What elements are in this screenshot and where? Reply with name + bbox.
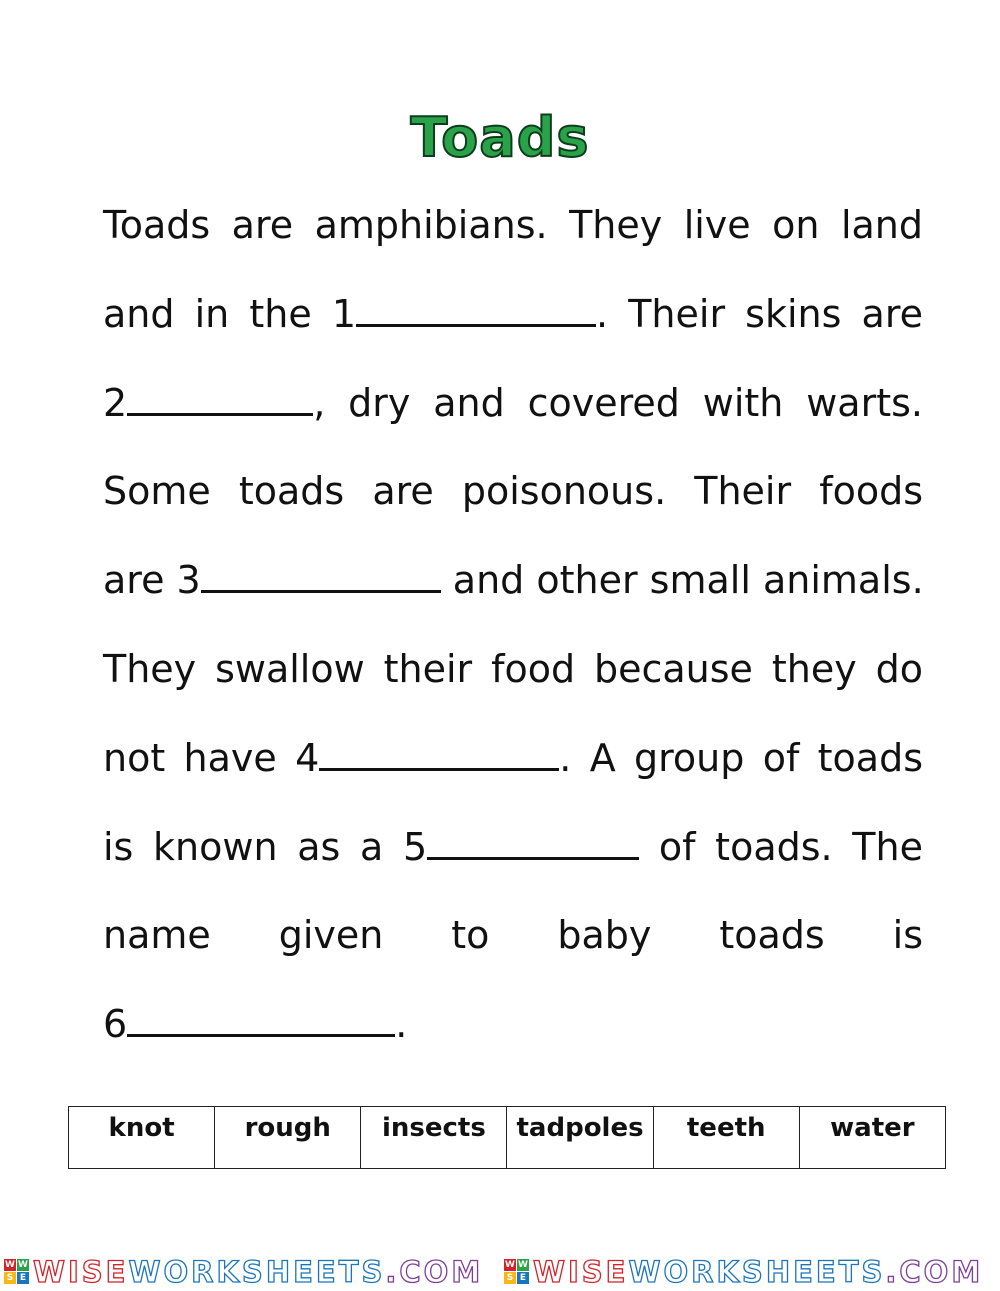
blank-5[interactable] xyxy=(427,822,639,859)
brand-text xyxy=(533,1255,983,1289)
logo-tile: W xyxy=(18,1260,28,1270)
passage-text: and in the 1 xyxy=(103,291,357,336)
brand-text-part: WISE xyxy=(33,1254,129,1289)
passage-text: are 3 xyxy=(103,558,201,603)
wiseworksheets-logo-icon xyxy=(504,1259,529,1284)
blank-1[interactable] xyxy=(356,290,596,327)
worksheet-title: Toads xyxy=(410,106,590,169)
passage-text: Some toads are poisonous. Their foods xyxy=(103,469,923,514)
passage-line xyxy=(103,980,923,1069)
brand-watermark xyxy=(0,1255,500,1289)
passage-text: . xyxy=(395,1002,408,1047)
passage-text: name given to baby toads is xyxy=(103,913,923,958)
passage-line xyxy=(103,447,923,536)
passage-text: and other small animals. xyxy=(440,558,924,603)
passage-line xyxy=(103,714,923,803)
passage-text: , dry and covered with warts. xyxy=(313,380,923,425)
word-bank-cell[interactable]: water xyxy=(799,1107,945,1169)
brand-text-part: WISE xyxy=(533,1254,629,1289)
logo-tile: W xyxy=(505,1260,515,1270)
blank-3[interactable] xyxy=(201,556,441,593)
logo-tile: E xyxy=(517,1272,529,1284)
passage-line xyxy=(103,891,923,980)
word-bank-cell[interactable]: insects xyxy=(361,1107,507,1169)
logo-tile: W xyxy=(518,1260,528,1270)
word-bank-cell[interactable]: teeth xyxy=(653,1107,799,1169)
passage-text: . A group of toads xyxy=(559,735,923,780)
logo-tile: S xyxy=(504,1272,516,1284)
passage-text: of toads. The xyxy=(639,824,923,869)
brand-text-part: WORKSHEETS xyxy=(128,1254,386,1289)
passage-text: not have 4 xyxy=(103,735,320,780)
footer-watermark xyxy=(0,1252,1000,1291)
word-bank-cell[interactable]: tadpoles xyxy=(507,1107,653,1169)
brand-text-part: .COM xyxy=(385,1254,484,1289)
word-bank-cell[interactable]: rough xyxy=(215,1107,361,1169)
blank-2[interactable] xyxy=(127,378,313,415)
passage-text: . Their skins are xyxy=(596,291,923,336)
passage-text: 6 xyxy=(103,1002,128,1047)
passage-text: is known as a 5 xyxy=(103,824,428,869)
logo-tile: E xyxy=(17,1272,29,1284)
word-bank-table xyxy=(68,1106,946,1169)
brand-watermark xyxy=(500,1255,1000,1289)
passage-text: Toads are amphibians. They live on land xyxy=(103,203,923,247)
passage-text: They swallow their food because they do xyxy=(103,646,923,691)
word-bank-cell[interactable]: knot xyxy=(69,1107,215,1169)
passage-text: 2 xyxy=(103,380,128,425)
wiseworksheets-logo-icon xyxy=(4,1259,29,1284)
passage-line xyxy=(103,181,923,270)
passage-line xyxy=(103,270,923,359)
blank-4[interactable] xyxy=(319,734,559,771)
logo-tile: S xyxy=(4,1272,16,1284)
word-bank-row xyxy=(69,1107,946,1169)
brand-text xyxy=(33,1255,483,1289)
reading-passage xyxy=(103,181,923,1069)
passage-line xyxy=(103,359,923,448)
brand-text-part: .COM xyxy=(885,1254,984,1289)
passage-line xyxy=(103,536,923,625)
passage-line xyxy=(103,803,923,892)
logo-tile: W xyxy=(5,1260,15,1270)
passage-line xyxy=(103,625,923,714)
blank-6[interactable] xyxy=(127,1000,395,1037)
brand-text-part: WORKSHEETS xyxy=(628,1254,886,1289)
